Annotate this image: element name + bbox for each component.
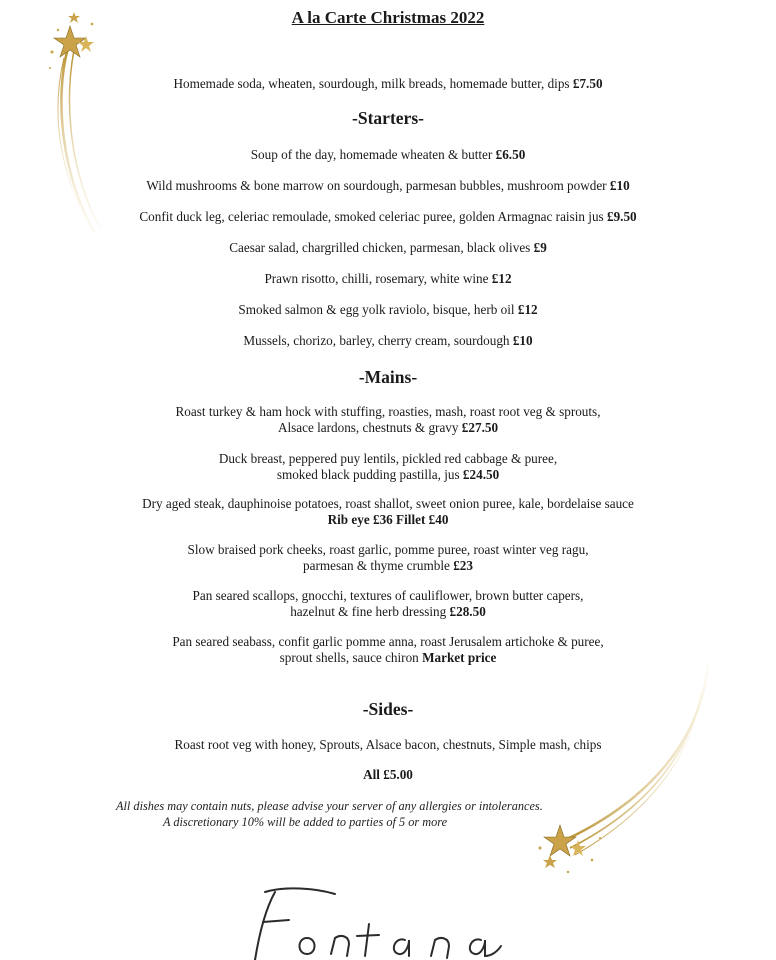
fontana-logo <box>245 880 545 960</box>
starter-item: Confit duck leg, celeriac remoulade, smoked celeriac puree, golden Armagnac raisin jus £9.50 <box>139 209 637 224</box>
main-item: Pan seared scallops, gnocchi, textures of cauliflower, brown butter capers, hazelnut & fine herb dressing £28.50 <box>192 588 584 619</box>
starter-item: Smoked salmon & egg yolk raviolo, bisque, herb oil £12 <box>238 302 538 317</box>
service-charge-note: A discretionary 10% will be added to parties of 5 or more <box>163 815 448 829</box>
starters-heading: -Starters- <box>352 108 424 128</box>
main-item: Duck breast, peppered puy lentils, pickled red cabbage & puree, smoked black pudding pastilla, jus £24.50 <box>218 451 558 482</box>
main-item: Slow braised pork cheeks, roast garlic, pomme puree, roast winter veg ragu, parmesan & thyme crumble £23 <box>187 542 589 573</box>
starter-item: Soup of the day, homemade wheaten & butter £6.50 <box>250 147 526 162</box>
allergy-note: All dishes may contain nuts, please advise your server of any allergies or intolerances. <box>116 799 543 813</box>
breads-line: Homemade soda, wheaten, sourdough, milk breads, homemade butter, dips £7.50 <box>173 76 603 91</box>
main-item: Dry aged steak, dauphinoise potatoes, roast shallot, sweet onion puree, kale, bordelaise sauce Rib eye £36 Fillet £40 <box>142 496 634 527</box>
main-item: Roast turkey & ham hock with stuffing, roasties, mash, roast root veg & sprouts, Alsace lardons, chestnuts & gravy £27.50 <box>175 404 601 435</box>
sides-list: Roast root veg with honey, Sprouts, Alsace bacon, chestnuts, Simple mash, chips <box>174 737 602 752</box>
starter-item: Wild mushrooms & bone marrow on sourdough, parmesan bubbles, mushroom powder £10 <box>146 178 630 193</box>
starter-item: Prawn risotto, chilli, rosemary, white wine £12 <box>264 271 512 286</box>
main-item: Pan seared seabass, confit garlic pomme anna, roast Jerusalem artichoke & puree, sprout shells, sauce chiron Market price <box>172 634 604 665</box>
mains-heading: -Mains- <box>358 367 418 387</box>
menu-title: A la Carte Christmas 2022 <box>291 8 485 27</box>
starter-item: Mussels, chorizo, barley, cherry cream, sourdough £10 <box>243 333 533 348</box>
sides-heading: -Sides- <box>362 699 414 719</box>
sides-price: All £5.00 <box>363 767 413 782</box>
starter-item: Caesar salad, chargrilled chicken, parmesan, black olives £9 <box>229 240 547 255</box>
